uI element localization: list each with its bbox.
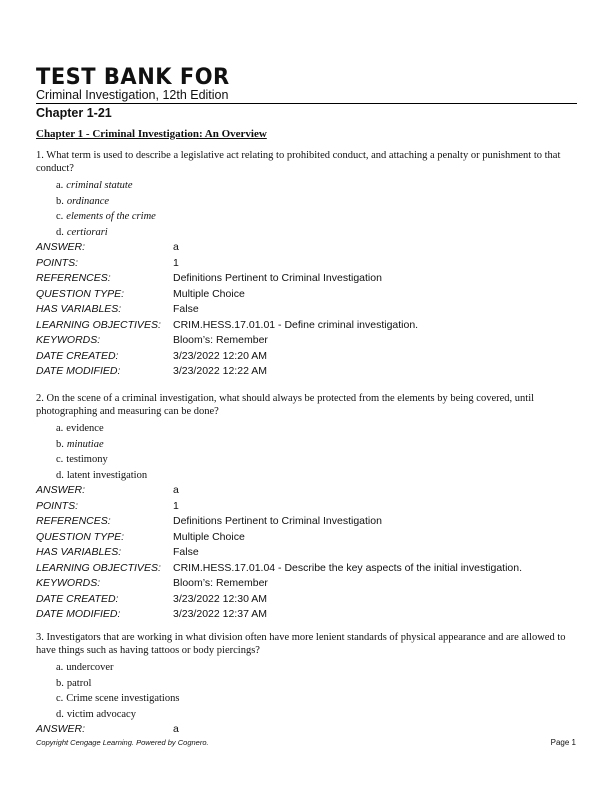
meta-points: POINTS: 1 <box>36 256 179 269</box>
option-b: b. minutiae <box>56 438 104 450</box>
meta-points: POINTS: 1 <box>36 499 179 512</box>
meta-answer: ANSWER: a <box>36 484 179 496</box>
meta-question-type: QUESTION TYPE: Multiple Choice <box>36 530 245 543</box>
meta-date-created: DATE CREATED: 3/23/2022 12:20 AM <box>36 349 267 362</box>
option-c: c. elements of the crime <box>56 211 156 222</box>
question-metadata <box>36 483 576 623</box>
option-list <box>56 660 576 722</box>
footer-page-number: Page 1 <box>550 738 576 747</box>
meta-has-variables: HAS VARIABLES: False <box>36 303 199 315</box>
question-3 <box>36 632 576 738</box>
question-metadata <box>36 722 576 738</box>
option-d: d. victim advocacy <box>56 708 136 720</box>
question-stem: 1. What term is used to describe a legislative act relating to prohibited conduct, and attaching a penalty or punishment to that conduct? <box>36 150 561 174</box>
header-rule <box>36 103 577 104</box>
question-stem: 2. On the scene of a criminal investigation, what should always be protected from the elements by being covered, until photographing and measuring can be done? <box>36 393 535 417</box>
meta-keywords: KEYWORDS: Bloom’s: Remember <box>36 334 268 346</box>
document-title: TEST BANK FOR <box>36 64 230 90</box>
option-d: d. latent investigation <box>56 469 148 481</box>
meta-date-modified: DATE MODIFIED: 3/23/2022 12:22 AM <box>36 365 267 377</box>
chapter-heading: Chapter 1 - Criminal Investigation: An Overview <box>36 128 267 140</box>
book-title: Criminal Investigation, 12th Edition <box>36 88 229 102</box>
option-a: a. undercover <box>56 662 114 673</box>
meta-references: REFERENCES: Definitions Pertinent to Criminal Investigation <box>36 272 382 284</box>
footer-copyright: Copyright Cengage Learning. Powered by Cognero. <box>36 738 209 747</box>
option-list <box>56 178 576 240</box>
meta-keywords: KEYWORDS: Bloom’s: Remember <box>36 577 268 589</box>
question-metadata <box>36 240 576 380</box>
meta-has-variables: HAS VARIABLES: False <box>36 546 199 558</box>
option-b: b. patrol <box>56 677 92 689</box>
meta-answer: ANSWER: a <box>36 241 179 253</box>
meta-date-created: DATE CREATED: 3/23/2022 12:30 AM <box>36 592 267 605</box>
option-a: a. criminal statute <box>56 180 133 191</box>
question-2 <box>36 393 576 623</box>
option-list <box>56 421 576 483</box>
meta-learning-objectives: LEARNING OBJECTIVES: CRIM.HESS.17.01.04 - Describe the key aspects of the initial investigation. <box>36 561 523 574</box>
option-b: b. ordinance <box>56 195 110 207</box>
meta-references: REFERENCES: Definitions Pertinent to Criminal Investigation <box>36 515 382 527</box>
meta-question-type: QUESTION TYPE: Multiple Choice <box>36 287 245 300</box>
option-c: c. Crime scene investigations <box>56 693 180 704</box>
option-a: a. evidence <box>56 423 104 434</box>
question-stem: 3. Investigators that are working in what division often have more lenient standards of physical appearance and are allowed to have things such as having tattoos or body piercings? <box>36 632 566 656</box>
option-d: d. certiorari <box>56 226 108 238</box>
option-c: c. testimony <box>56 454 108 465</box>
question-1 <box>36 150 576 380</box>
meta-date-modified: DATE MODIFIED: 3/23/2022 12:37 AM <box>36 608 267 620</box>
chapter-range: Chapter 1-21 <box>36 106 112 120</box>
meta-learning-objectives: LEARNING OBJECTIVES: CRIM.HESS.17.01.01 - Define criminal investigation. <box>36 318 419 331</box>
meta-answer: ANSWER: a <box>36 723 179 735</box>
